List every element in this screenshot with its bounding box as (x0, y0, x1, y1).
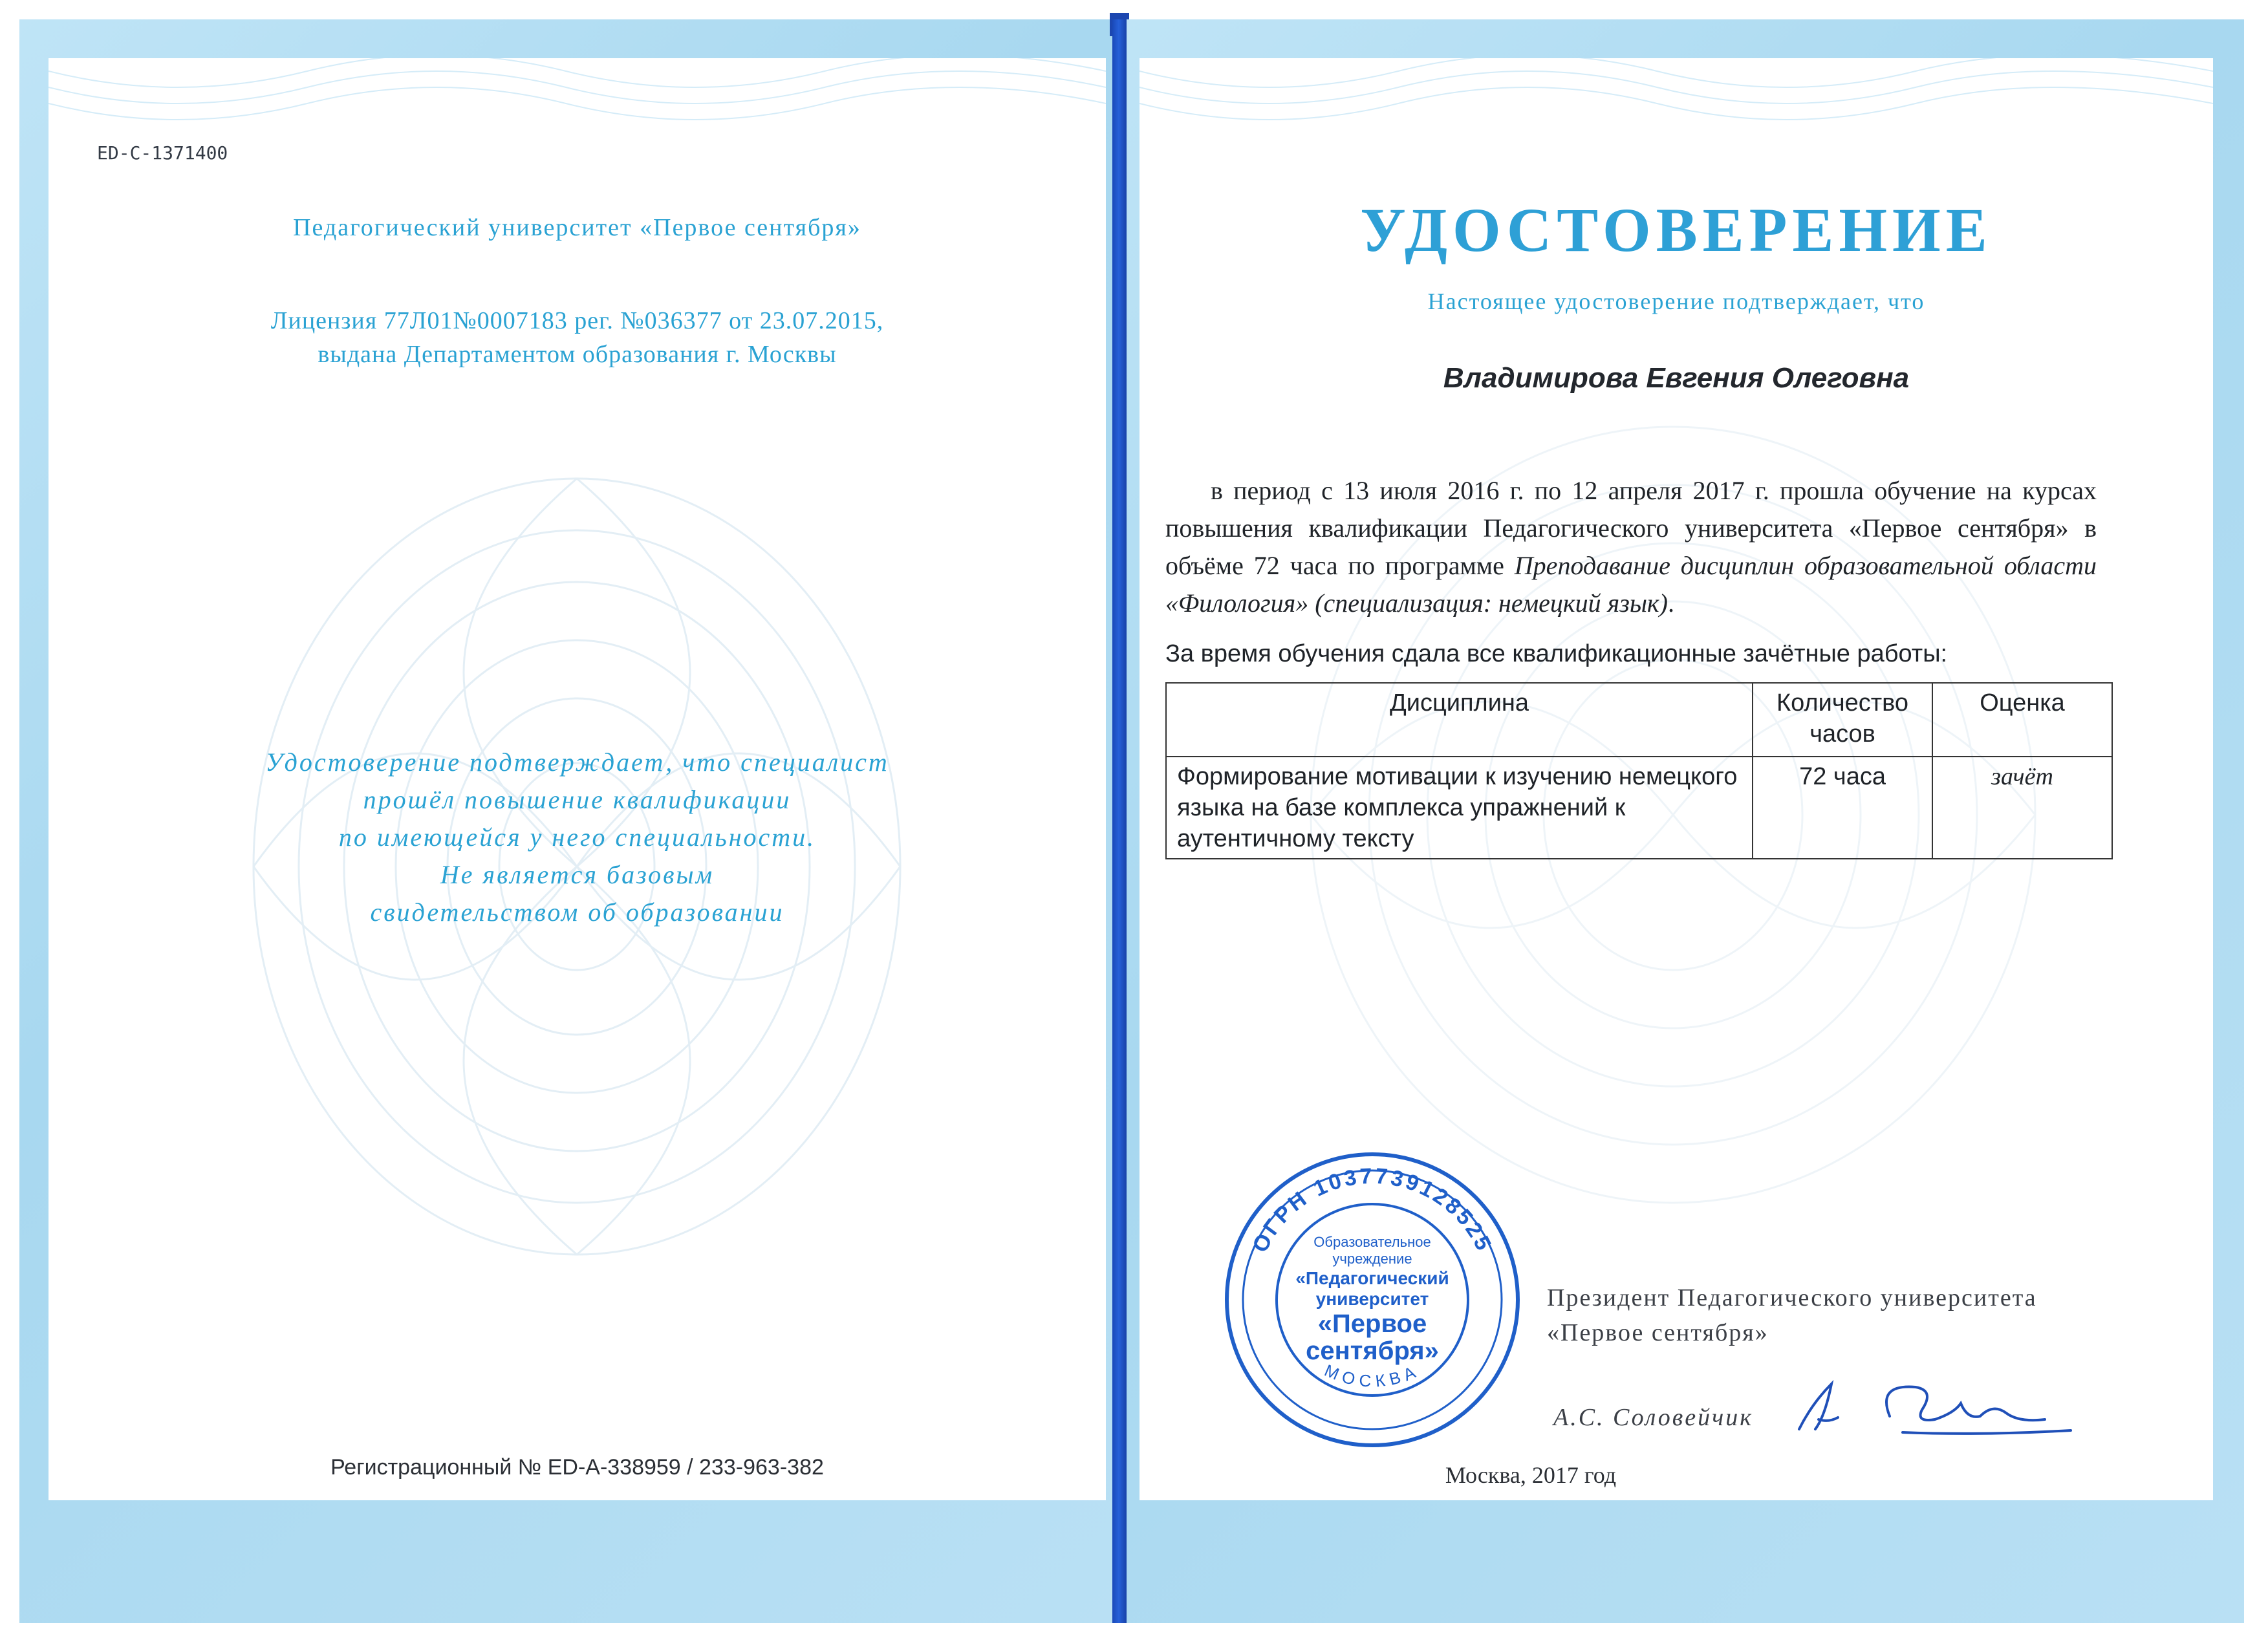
president-line: «Первое сентября» (1547, 1319, 1769, 1346)
official-stamp (1217, 1145, 1528, 1455)
stamp-center-line: сентября» (1306, 1337, 1439, 1365)
stamp-ring-text: ОГРН 1037739128525 (1247, 1163, 1497, 1256)
guilloche-top-right (1139, 58, 2213, 155)
holder-name: Владимирова Евгения Олеговна (1443, 362, 1910, 394)
left-page (19, 19, 1112, 1623)
course-description-end: . (1667, 588, 1674, 618)
header-hours: Количество часов (1753, 683, 1932, 757)
right-page-inner (1139, 58, 2213, 1500)
cell-grade: зачёт (1932, 757, 2112, 859)
stamp-center-line: учреждение (1332, 1251, 1412, 1267)
stamp-center-line: университет (1315, 1289, 1429, 1309)
course-description (1165, 472, 2097, 622)
signature (1786, 1358, 2084, 1449)
cell-hours: 72 часа (1753, 757, 1932, 859)
president-title (1547, 1280, 2037, 1350)
note-line: Не является базовым (440, 860, 715, 889)
program-name: Преподавание дисциплин образовательной области «Филология» (специализация: немецкий язык) (1165, 551, 2097, 618)
right-page (1127, 19, 2244, 1623)
license-text (49, 304, 1106, 371)
university-name: Педагогический университет «Первое сентября» (293, 214, 861, 241)
works-intro: За время обучения сдала все квалификационные зачётные работы: (1165, 640, 1948, 667)
certificate-scan (19, 19, 2244, 1623)
note-line: прошёл повышение квалификации (363, 785, 792, 814)
validity-note (49, 744, 1106, 931)
license-line: Лицензия 77Л01№0007183 рег. №036377 от 23.07.2015, (270, 307, 884, 334)
header-discipline: Дисциплина (1166, 683, 1753, 757)
cell-discipline: Формирование мотивации к изучению немецкого языка на базе комплекса упражнений к аутентичному тексту (1166, 757, 1753, 859)
guilloche-top-left (49, 58, 1106, 155)
stamp-center-line: Образовательное (1313, 1234, 1431, 1250)
president-name: А.С. Соловейчик (1553, 1404, 1754, 1431)
stamp-ring-bottom: МОСКВА (1321, 1360, 1423, 1391)
table-row (1166, 757, 2112, 859)
binding-spine (1112, 19, 1127, 1623)
note-line: по имеющейся у него специальности. (338, 823, 816, 852)
confirmation-line: Настоящее удостоверение подтверждает, что (1427, 288, 1925, 314)
note-line: Удостоверение подтверждает, что специалист (265, 748, 889, 777)
course-description-text: в период с 13 июля 2016 г. по 12 апреля 2017 г. прошла обучение на курсах повышения квалификации Педагогического университета «Первое сентября» в объёме 72 часа по программе (1165, 476, 2097, 580)
header-grade: Оценка (1932, 683, 2112, 757)
president-line: Президент Педагогического университета (1547, 1284, 2037, 1311)
city-year: Москва, 2017 год (1445, 1462, 1617, 1488)
grades-table (1165, 682, 2113, 859)
serial-number: ED-C-1371400 (97, 142, 228, 164)
license-line: выдана Департаментом образования г. Москвы (318, 341, 837, 368)
table-header-row (1166, 683, 2112, 757)
left-page-inner (49, 58, 1106, 1500)
note-line: свидетельством об образовании (370, 898, 784, 927)
document-title: УДОСТОВЕРЕНИЕ (1360, 195, 1993, 264)
stamp-center-line: «Первое (1317, 1310, 1427, 1338)
registration-number: Регистрационный № ED-A-338959 / 233-963-382 (330, 1455, 824, 1480)
stamp-center-line: «Педагогический (1295, 1268, 1449, 1288)
